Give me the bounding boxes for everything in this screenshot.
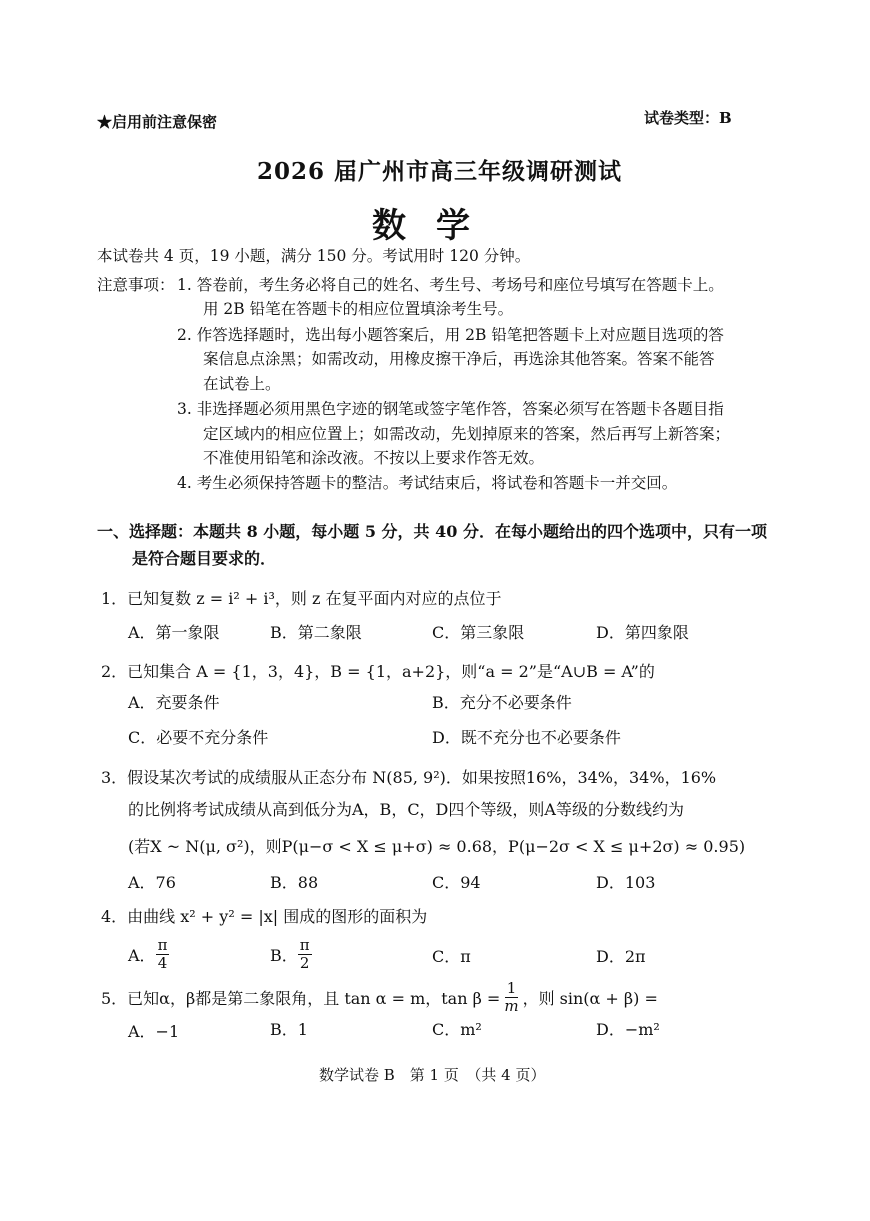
question-5-fraction xyxy=(502,980,520,1014)
question-4-stem: 4．由曲线 x² + y² = |x| 围成的图形的面积为 xyxy=(101,907,428,926)
exam-intro: 本试卷共 4 页，19 小题，满分 150 分。考试用时 120 分钟。 xyxy=(97,247,531,265)
fraction-numerator: π xyxy=(299,936,310,954)
note-line: 不准使用铅笔和涂改液。不按以上要求作答无效。 xyxy=(203,449,545,467)
question-3-stem-cont: 的比例将考试成绩从高到低分为A，B，C，D四个等级，则A等级的分数线约为 xyxy=(128,800,684,819)
q4-option-d: D．2π xyxy=(596,947,646,966)
note-line: 用 2B 铅笔在答题卡的相应位置填涂考生号。 xyxy=(203,300,514,318)
question-3-hint: (若X ~ N(μ, σ²)，则P(μ−σ < X ≤ μ+σ) ≈ 0.68，P(μ−2σ < X ≤ μ+2σ) ≈ 0.95) xyxy=(128,837,746,856)
q3-option-b: B．88 xyxy=(270,873,319,892)
question-3-stem: 3．假设某次考试的成绩服从正态分布 N(85, 9²)．如果按照16%，34%，34%，16% xyxy=(101,768,717,787)
note-line: 1. 答卷前，考生务必将自己的姓名、考生号、考场号和座位号填写在答题卡上。 xyxy=(177,276,724,294)
fraction-denominator: 4 xyxy=(157,953,168,972)
notes-label: 注意事项： xyxy=(97,276,175,294)
note-line: 2. 作答选择题时，选出每小题答案后，用 2B 铅笔把答题卡上对应题目选项的答 xyxy=(177,326,724,344)
question-5-stem xyxy=(101,980,658,1014)
note-line: 定区域内的相应位置上；如需改动，先划掉原来的答案，然后再写上新答案； xyxy=(203,425,731,443)
exam-title: 2026 届广州市高三年级调研测试 xyxy=(257,158,623,185)
q4-option-b xyxy=(270,937,312,971)
q2-option-a: A．充要条件 xyxy=(128,693,220,712)
question-5-stem-post: ，则 sin(α + β) = xyxy=(522,988,658,1008)
q4-option-a-fraction xyxy=(156,937,170,971)
q3-option-a: A．76 xyxy=(128,873,176,892)
q1-option-a: A．第一象限 xyxy=(128,623,220,642)
q4-option-b-fraction xyxy=(298,937,312,971)
q4-option-a-label: A． xyxy=(128,945,156,965)
fraction-denominator: 2 xyxy=(299,953,310,972)
section-heading: 一、选择题：本题共 8 小题，每小题 5 分，共 40 分．在每小题给出的四个选项中，只有一项 xyxy=(97,522,767,541)
q2-option-d: D．既不充分也不必要条件 xyxy=(432,728,621,747)
subject-title: 数学 xyxy=(372,206,500,246)
q4-option-c: C．π xyxy=(432,947,471,966)
fraction-numerator: π xyxy=(157,936,168,954)
page-footer: 数学试卷 B 第 1 页 （共 4 页） xyxy=(319,1066,546,1084)
section-heading-cont: 是符合题目要求的． xyxy=(132,549,277,568)
fraction-denominator: m xyxy=(504,996,519,1015)
q1-option-d: D．第四象限 xyxy=(596,623,689,642)
q4-option-a xyxy=(128,937,169,971)
fraction-numerator: 1 xyxy=(506,979,517,997)
question-5-stem-pre: 5．已知α，β都是第二象限角，且 tan α = m，tan β = xyxy=(101,988,501,1008)
question-1-stem: 1．已知复数 z = i² + i³，则 z 在复平面内对应的点位于 xyxy=(101,589,502,608)
note-line: 3. 非选择题必须用黑色字迹的钢笔或签字笔作答，答案必须写在答题卡各题目指 xyxy=(177,400,724,418)
q2-option-b: B．充分不必要条件 xyxy=(432,693,572,712)
q5-option-a: A．−1 xyxy=(128,1022,180,1041)
question-2-stem: 2．已知集合 A = {1，3，4}，B = {1，a+2}，则“a = 2”是“A∪B = A”的 xyxy=(101,662,655,681)
q2-option-c: C．必要不充分条件 xyxy=(128,728,269,747)
paper-type: 试卷类型：B xyxy=(644,109,732,127)
q1-option-c: C．第三象限 xyxy=(432,623,525,642)
confidential-note: ★启用前注意保密 xyxy=(97,113,218,131)
q5-option-b: B．1 xyxy=(270,1020,308,1039)
q4-option-b-label: B． xyxy=(270,945,298,965)
q1-option-b: B．第二象限 xyxy=(270,623,362,642)
note-line: 在试卷上。 xyxy=(203,375,281,393)
note-line: 案信息点涂黑；如需改动，用橡皮擦干净后，再选涂其他答案。答案不能答 xyxy=(203,350,715,368)
q5-option-d: D．−m² xyxy=(596,1020,660,1039)
note-line: 4. 考生必须保持答题卡的整洁。考试结束后，将试卷和答题卡一并交回。 xyxy=(177,474,678,492)
q3-option-c: C．94 xyxy=(432,873,481,892)
q3-option-d: D．103 xyxy=(596,873,656,892)
q5-option-c: C．m² xyxy=(432,1020,482,1039)
